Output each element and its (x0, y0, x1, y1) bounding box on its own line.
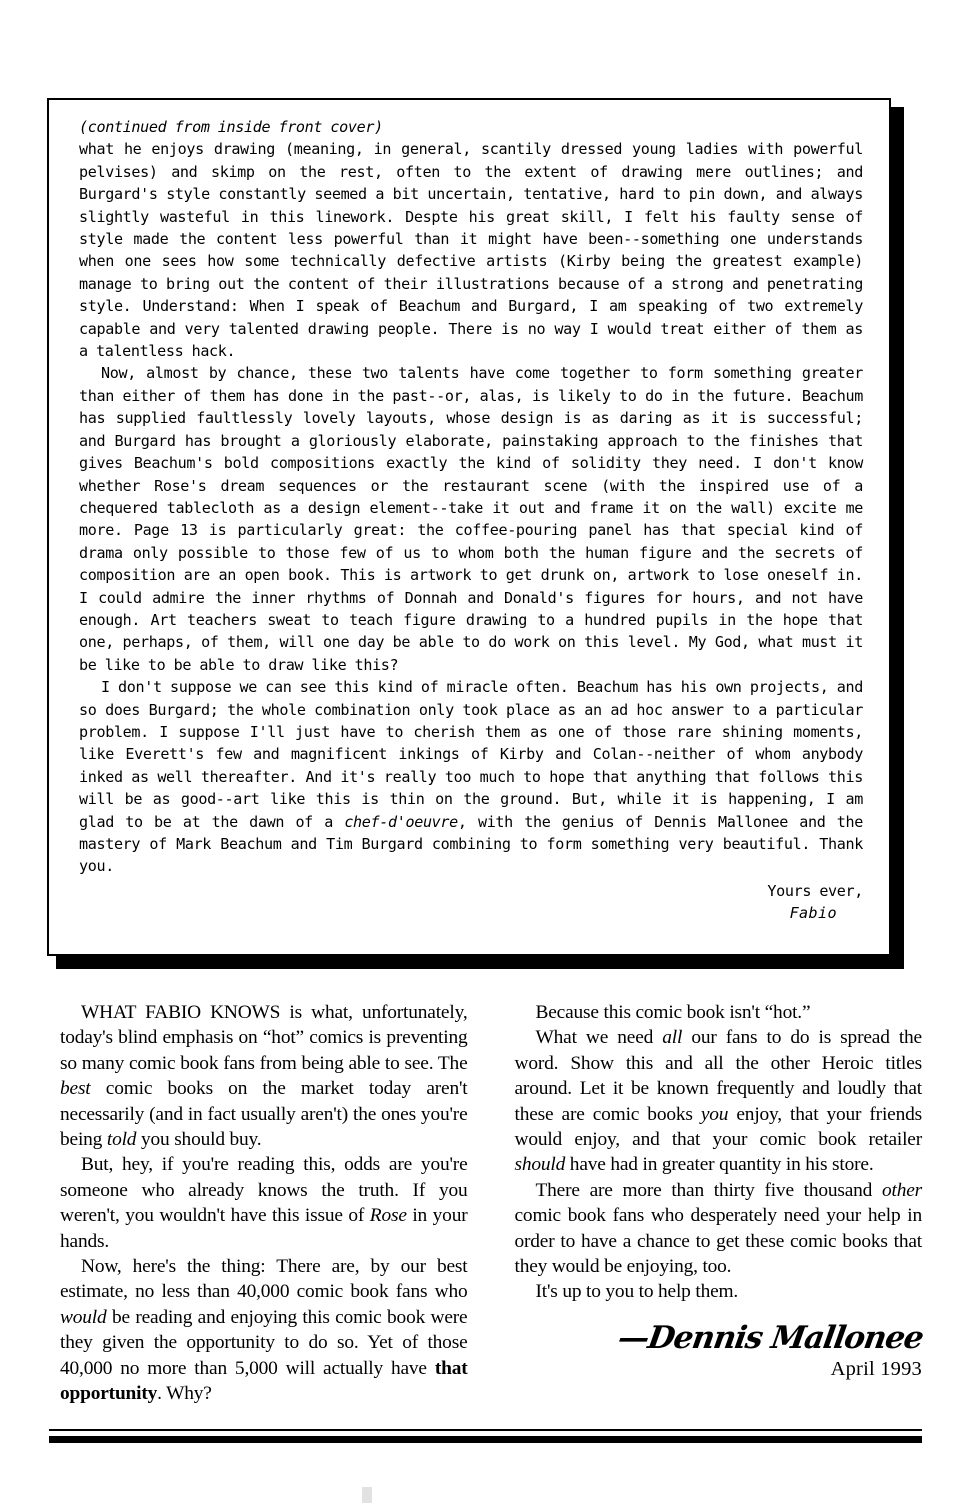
footer-rule-thick (49, 1436, 922, 1443)
editor-handwritten-signature: —Dennis Mallonee (615, 1319, 925, 1356)
editorial-right-paragraph-1: Because this comic book isn't “hot.” (535, 1002, 811, 1023)
signoff-closing: Yours ever, (767, 881, 863, 900)
editorial-right-p3-part-a: There are more than thirty five thousand (535, 1179, 882, 1201)
editorial-right-paragraph-4: It's up to you to help them. (535, 1281, 739, 1303)
letter-panel (47, 98, 895, 960)
editorial-right-p2-part-c: enjoy, that your friends would enjoy, and that your comic book retailer (514, 1103, 922, 1151)
footer-rule-thin (49, 1429, 922, 1431)
editorial-right-p2-part-a: What we need (535, 1027, 663, 1049)
editorial-left-p3-part-b: be reading and enjoying this comic book were they given the opportunity to do so. Yet of those 40,000 no more than 5,000 will actually have (60, 1306, 468, 1379)
letter-paragraph-3-part-2: , with the genius of Dennis Mallonee and the mastery of Mark Beachum and Tim Burgard combining to form something very beautiful. Thank you. (79, 812, 863, 876)
editorial-right-p2-italic-you: you (700, 1103, 729, 1125)
editorial-left-p3-italic-would: would (60, 1306, 107, 1328)
letter-paragraph-3-italic-phrase: chef-d'oeuvre (344, 812, 458, 831)
editorial-left-p3-part-a: Now, here's the thing: There are, by our best estimate, no less than 40,000 comic book fans who (60, 1256, 468, 1303)
letter-panel-frame (47, 98, 891, 956)
editorial-right-paragraph-3 (515, 1178, 923, 1280)
editorial-left-paragraph-2 (60, 1152, 468, 1254)
editorial-right-p3-part-b: comic book fans who desperately need your help in order to have a chance to get these comic books that they would be enjoying, too. (514, 1205, 922, 1278)
editorial-left-p1-italic-best: best (60, 1078, 91, 1100)
editorial-left-p2-part-a: But, hey, if you're reading this, odds are you're someone who already knows the truth. If you weren't, you wouldn't have this issue of (60, 1154, 468, 1227)
editorial-right-p3-italic-other: other (881, 1179, 922, 1201)
editorial-two-column-section (60, 1000, 925, 1407)
editor-signature-date: April 1993 (830, 1357, 922, 1380)
letter-paragraph-2: Now, almost by chance, these two talents have come together to form something greater than either of them has done in the past--or, alas, is likely to do in the future. Beachum has supplied faultlessly lovely layouts, whose design is as daring as it is successful; and Burgard has brought a gloriously elaborate, painstaking approach to the finishes that gives Beachum's bold compositions exactly the kind of solidity they need. I don't know whether Rose's dream sequences or the restaurant scene (with the inspired use of a chequered tablecloth as a design element--take it out and frame it on the wall) excite me more. Page 13 is particularly great: the coffee-pouring panel has that special kind of drama only possible to those few of us to whom both the human figure and the secrets of composition are an open book. This is artwork to get drunk on, artwork to lose oneself in. I could admire the inner rhythms of Donnah and Donald's figures for hours, and not have enough. Art teachers sweat to teach figure drawing to a hundred pupils in the hope that one, perhaps, of them, will one day be able to do work on this level. My God, what must it be like to be able to draw like this? (79, 364, 863, 674)
continued-from-note: (continued from inside front cover) (79, 118, 383, 136)
editorial-right-column (515, 1000, 923, 1407)
editorial-left-paragraph-1 (60, 1000, 468, 1152)
editorial-left-p3-part-c: . Why? (157, 1383, 212, 1405)
scan-artifact-smudge (362, 1487, 372, 1503)
editorial-lead-in-phrase: WHAT FABIO KNOWS (81, 1002, 281, 1023)
letter-signoff (79, 880, 863, 925)
letter-text-body (79, 116, 863, 925)
editorial-left-p1-part-c: you should buy. (136, 1129, 262, 1151)
letter-paragraph-3-part-1: I don't suppose we can see this kind of miracle often. Beachum has his own projects, and so does Burgard; the whole combination only took place as an ad hoc answer to a particular problem. I suppose I'll just have to cherish them as one of those rare shining moments, like Everett's few and magnificent inkings of Kirby and Colan--neither of whom anybody inked as well thereafter. And it's really too much to hope that anything that follows this will be as good--art like this is thin on the ground. But, while it is happening, I am glad to be at the dawn of a (79, 678, 863, 831)
editorial-right-paragraph-2 (515, 1025, 923, 1177)
letter-paragraph-3 (79, 676, 863, 878)
editorial-left-p1-italic-told: told (106, 1129, 137, 1151)
letter-paragraph-1: what he enjoys drawing (meaning, in general, scantily dressed young ladies with powerful pelvises) and skimp on the rest, often to the extent of drawing mere outlines; and Burgard's style constantly seemed a bit uncertain, tentative, hard to pin down, and always slightly wasteful in this linework. Despte his great skill, I felt his faulty sense of style made the content less powerful than it might have been--something one understands when one sees how some technically defective artists (Kirby being the greatest example) manage to bring out the content of their illustrations because of a strong and penetrating style. Understand: When I speak of Beachum and Burgard, I am speaking of two extremely capable and very talented drawing people. There is no way I would treat either of them as a talentless hack. (79, 140, 863, 361)
editorial-left-p1-part-a: is what, unfortunately, today's blind emphasis on “hot” comics is preventing so many comic book fans from being able to see. The (60, 1002, 468, 1074)
editorial-left-p2-italic-rose: Rose (369, 1205, 407, 1227)
editorial-right-p2-part-b: our fans to do is spread the word. Show this and all the other Heroic titles around. Let it be known frequently and loudly that these are comic books (514, 1027, 922, 1125)
editorial-right-p2-italic-should: should (514, 1154, 566, 1176)
editorial-left-p3-bold-that-opportunity: that opportunity (60, 1357, 468, 1405)
editor-signature-block (515, 1321, 923, 1382)
editorial-left-column (60, 1000, 468, 1407)
editorial-right-p2-italic-all: all (662, 1027, 683, 1049)
signoff-signature-name: Fabio (789, 904, 837, 923)
editorial-left-p1-part-b: comic books on the market today aren't necessarily (and in fact usually aren't) the ones you're being (60, 1078, 468, 1151)
editorial-left-p2-part-b: in your hands. (60, 1205, 468, 1252)
editorial-right-p2-part-d: have had in greater quantity in his store. (565, 1154, 874, 1176)
editorial-left-paragraph-3 (60, 1254, 468, 1406)
